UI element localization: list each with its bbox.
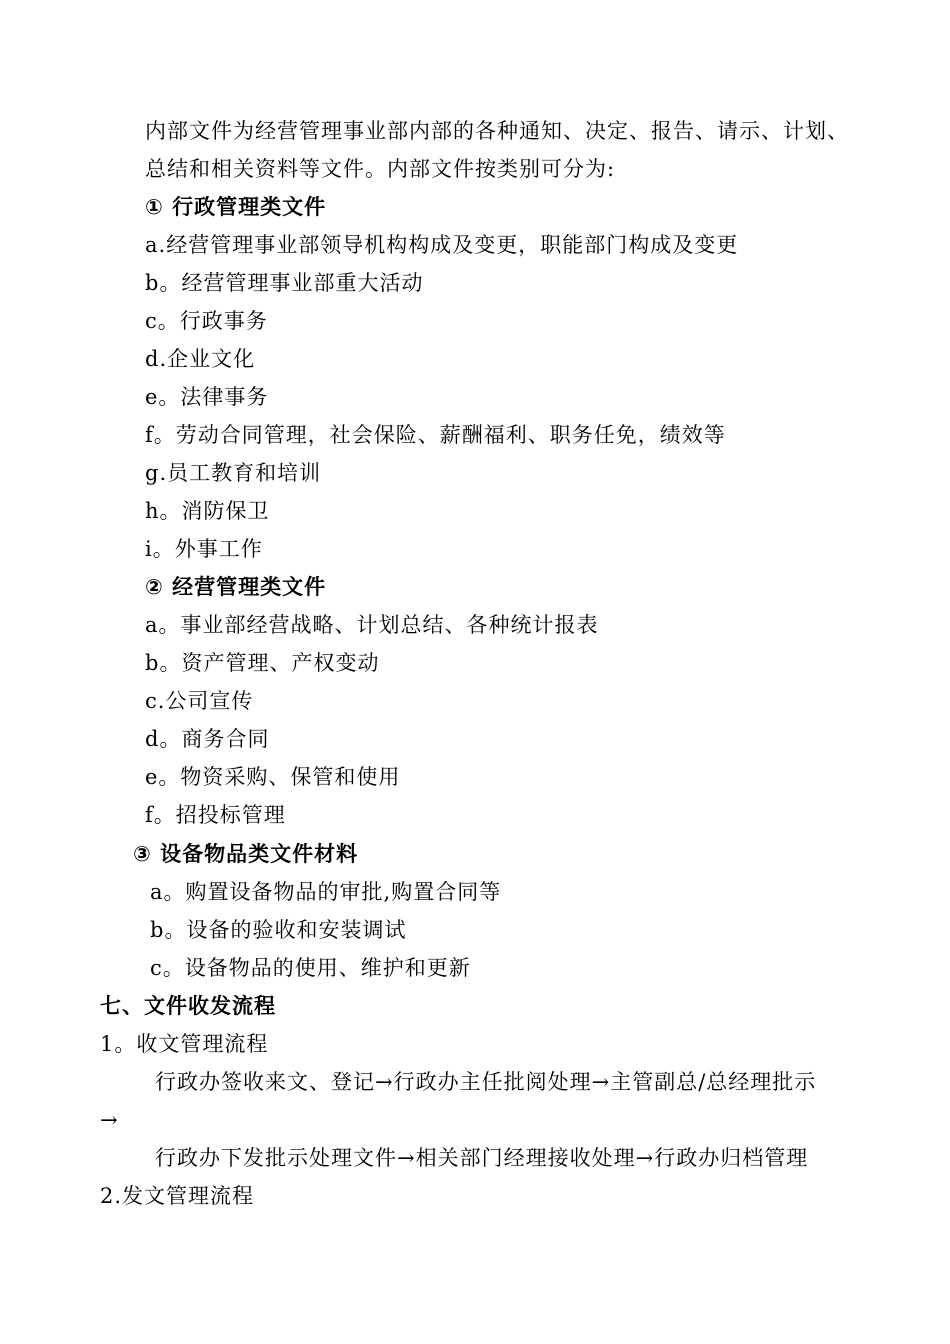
section-3-heading: ③ 设备物品类文件材料 [133,842,359,866]
section-1-item: h。消防保卫 [145,499,270,523]
section-2-item: c.公司宣传 [145,689,254,713]
chapter-7-heading: 七、文件收发流程 [100,994,276,1018]
section-2-item: d。商务合同 [145,727,270,751]
section-1-item: f。劳动合同管理，社会保险、薪酬福利、职务任免，绩效等 [145,423,726,447]
receive-flow-line-1: 行政办签收来文、登记→行政办主任批阅处理→主管副总/总经理批示 [155,1070,817,1094]
section-1-item: g.员工教育和培训 [145,461,322,485]
section-1-heading: ① 行政管理类文件 [145,195,327,219]
section-1-item: d.企业文化 [145,347,256,371]
section-2-heading: ② 经营管理类文件 [145,575,327,599]
section-1-item: b。经营管理事业部重大活动 [145,271,424,295]
section-1-item: c。行政事务 [145,309,268,333]
section-2-item: a。事业部经营战略、计划总结、各种统计报表 [145,613,599,637]
section-3-item: a。购置设备物品的审批,购置合同等 [150,880,502,904]
section-2-item: e。物资采购、保管和使用 [145,765,401,789]
section-1-item: a.经营管理事业部领导机构构成及变更，职能部门构成及变更 [145,233,739,257]
section-3-item: c。设备物品的使用、维护和更新 [150,956,471,980]
receive-flow-arrow: → [100,1108,119,1132]
section-1-item: e。法律事务 [145,385,269,409]
intro-line-2: 总结和相关资料等文件。内部文件按类别可分为: [145,157,616,181]
section-2-item: b。资产管理、产权变动 [145,651,380,675]
send-flow-title: 2.发文管理流程 [100,1184,255,1208]
intro-line-1: 内部文件为经营管理事业部内部的各种通知、决定、报告、请示、计划、 [145,119,849,143]
section-3-item: b。设备的验收和安装调试 [150,918,407,942]
section-1-item: i。外事工作 [145,537,263,561]
section-2-item: f。招投标管理 [145,803,286,827]
receive-flow-title: 1。收文管理流程 [100,1032,269,1056]
receive-flow-line-2: 行政办下发批示处理文件→相关部门经理接收处理→行政办归档管理 [155,1146,809,1170]
